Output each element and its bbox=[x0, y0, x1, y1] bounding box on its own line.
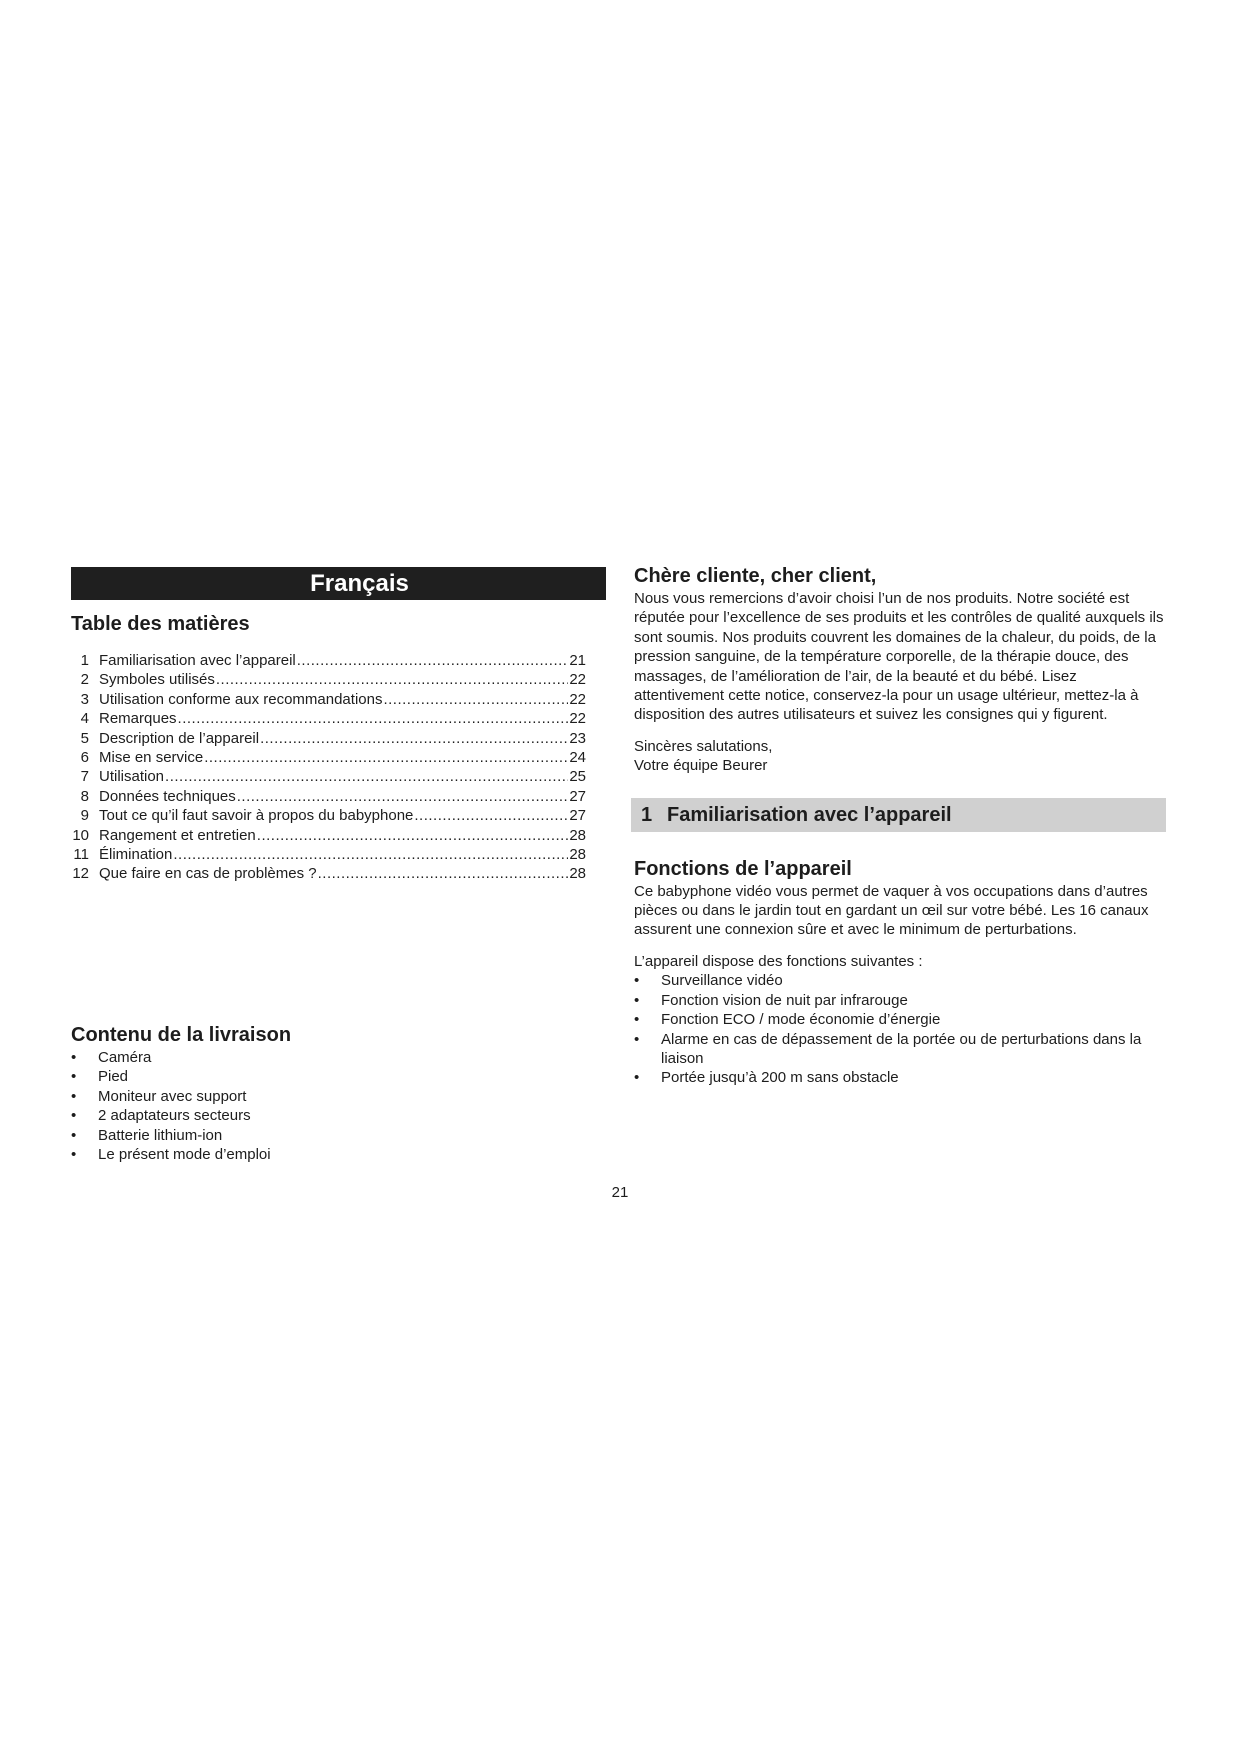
toc-leader-dots bbox=[237, 787, 569, 806]
toc-entry-title: Description de l’appareil bbox=[99, 729, 260, 747]
toc-leader-dots bbox=[318, 864, 569, 883]
toc-entry-number: 4 bbox=[80, 710, 89, 728]
toc-entry bbox=[71, 787, 586, 806]
toc-entry-number: 11 bbox=[73, 846, 89, 864]
functions-heading: Fonctions de l’appareil bbox=[634, 857, 852, 880]
toc-leader-dots bbox=[178, 709, 569, 728]
toc-entry-number: 5 bbox=[80, 729, 89, 747]
toc-entry bbox=[71, 729, 586, 748]
list-item: • Alarme en cas de dépassement de la portée ou de perturbations dans la liaison bbox=[634, 1030, 1166, 1069]
toc-heading: Table des matières bbox=[71, 613, 250, 635]
toc-entry-page: 25 bbox=[569, 768, 586, 786]
toc-entry-number: 2 bbox=[80, 671, 89, 689]
toc-leader-dots bbox=[204, 748, 568, 767]
toc-entry-title: Tout ce qu’il faut savoir à propos du babyphone bbox=[99, 807, 414, 825]
list-item: • Batterie lithium-ion bbox=[71, 1126, 606, 1145]
toc-entry-number: 12 bbox=[72, 865, 89, 883]
contents-heading: Contenu de la livraison bbox=[71, 1023, 292, 1046]
toc-entry bbox=[71, 651, 586, 670]
toc-entry-page: 22 bbox=[569, 671, 586, 689]
toc-entry bbox=[71, 767, 586, 786]
list-item: • Fonction ECO / mode économie d’énergie bbox=[634, 1010, 1166, 1029]
toc-entry-page: 22 bbox=[569, 710, 586, 728]
table-of-contents bbox=[71, 651, 586, 884]
toc-leader-dots bbox=[257, 826, 569, 845]
right-column bbox=[634, 563, 1166, 1088]
toc-entry-title: Utilisation conforme aux recommandations bbox=[99, 690, 383, 708]
toc-entry bbox=[71, 864, 586, 883]
toc-entry-number: 1 bbox=[80, 652, 89, 669]
greeting-heading: Chère cliente, cher client, bbox=[634, 565, 877, 587]
toc-entry-number: 8 bbox=[80, 787, 89, 805]
list-item: • Caméra bbox=[71, 1048, 606, 1067]
toc-entry-number: 10 bbox=[72, 826, 89, 844]
toc-entry bbox=[71, 845, 586, 864]
section-title: Familiarisation avec l’appareil bbox=[667, 803, 952, 826]
toc-entry bbox=[71, 709, 586, 728]
list-item: • Le présent mode d’emploi bbox=[71, 1145, 606, 1164]
section-number: 1 bbox=[641, 803, 653, 826]
toc-entry-page: 21 bbox=[569, 652, 586, 669]
toc-entry-title: Symboles utilisés bbox=[99, 671, 215, 689]
toc-entry-title: Remarques bbox=[99, 710, 177, 728]
toc-entry bbox=[71, 670, 586, 689]
toc-entry bbox=[71, 826, 586, 845]
toc-entry-number: 3 bbox=[80, 690, 89, 708]
toc-entry-page: 28 bbox=[569, 865, 586, 883]
toc-leader-dots bbox=[383, 690, 568, 709]
section-heading-bar bbox=[631, 798, 1166, 832]
toc-entry-page: 23 bbox=[569, 729, 586, 747]
toc-leader-dots bbox=[165, 767, 568, 786]
left-column bbox=[71, 567, 606, 1164]
toc-leader-dots bbox=[297, 651, 569, 670]
toc-entry-page: 27 bbox=[569, 807, 586, 825]
contents-list bbox=[71, 1048, 606, 1164]
toc-leader-dots bbox=[173, 845, 568, 864]
language-banner: Français bbox=[71, 567, 606, 600]
toc-leader-dots bbox=[216, 670, 568, 689]
list-item: • Pied bbox=[71, 1067, 606, 1086]
toc-entry-page: 22 bbox=[569, 690, 586, 708]
toc-leader-dots bbox=[414, 806, 568, 825]
list-item: • Moniteur avec support bbox=[71, 1087, 606, 1106]
functions-paragraph: Ce babyphone vidéo vous permet de vaquer à vos occupations dans d’autres pièces ou dans le jardin tout en gardant un œil sur votre bébé. Les 16 canaux assurent une connexion sûre et avec le minimum de perturbations. bbox=[634, 882, 1149, 939]
toc-entry-page: 27 bbox=[569, 787, 586, 805]
toc-entry-title: Familiarisation avec l’appareil bbox=[99, 652, 296, 669]
toc-entry bbox=[71, 690, 586, 709]
greeting-paragraph: Nous vous remercions d’avoir choisi l’un de nos produits. Notre société est réputée pour l’excellence de ses produits et les contrôles de qualité auxquels ils sont soumis. Nos produits couvrent les domaines de la chaleur, du poids, de la pression sanguine, de la température corporelle, de la thérapie douce, des massages, de l’amélioration de l’air, de la beauté et du bébé. Lisez attentivement cette notice, conservez-la pour un usage ultérieur, mettez-la à disposition des autres utilisateurs et suivez les consignes qui y figurent. bbox=[634, 590, 1164, 724]
list-item: • Fonction vision de nuit par infrarouge bbox=[634, 991, 1166, 1010]
toc-entry bbox=[71, 806, 586, 825]
list-item: • 2 adaptateurs secteurs bbox=[71, 1106, 606, 1125]
toc-leader-dots bbox=[260, 729, 568, 748]
toc-entry-page: 28 bbox=[569, 846, 586, 864]
toc-entry-number: 6 bbox=[80, 749, 89, 767]
toc-entry-title: Rangement et entretien bbox=[99, 826, 256, 844]
functions-list bbox=[634, 971, 1166, 1087]
list-item: • Surveillance vidéo bbox=[634, 971, 1166, 990]
toc-entry-number: 7 bbox=[80, 768, 89, 786]
toc-entry-title: Utilisation bbox=[99, 768, 165, 786]
page-number: 21 bbox=[611, 1184, 629, 1201]
toc-entry-page: 24 bbox=[569, 749, 586, 767]
signature-line: Votre équipe Beurer bbox=[634, 757, 768, 775]
closing-line: Sincères salutations, bbox=[634, 737, 773, 755]
toc-entry-title: Élimination bbox=[99, 846, 173, 864]
toc-entry-title: Mise en service bbox=[99, 749, 204, 767]
toc-entry-page: 28 bbox=[569, 826, 586, 844]
functions-intro: L’appareil dispose des fonctions suivantes : bbox=[634, 952, 923, 970]
toc-entry-title: Que faire en cas de problèmes ? bbox=[99, 865, 317, 883]
toc-entry-number: 9 bbox=[80, 807, 89, 825]
list-item: • Portée jusqu’à 200 m sans obstacle bbox=[634, 1068, 1166, 1087]
toc-entry bbox=[71, 748, 586, 767]
toc-entry-title: Données techniques bbox=[99, 787, 236, 805]
